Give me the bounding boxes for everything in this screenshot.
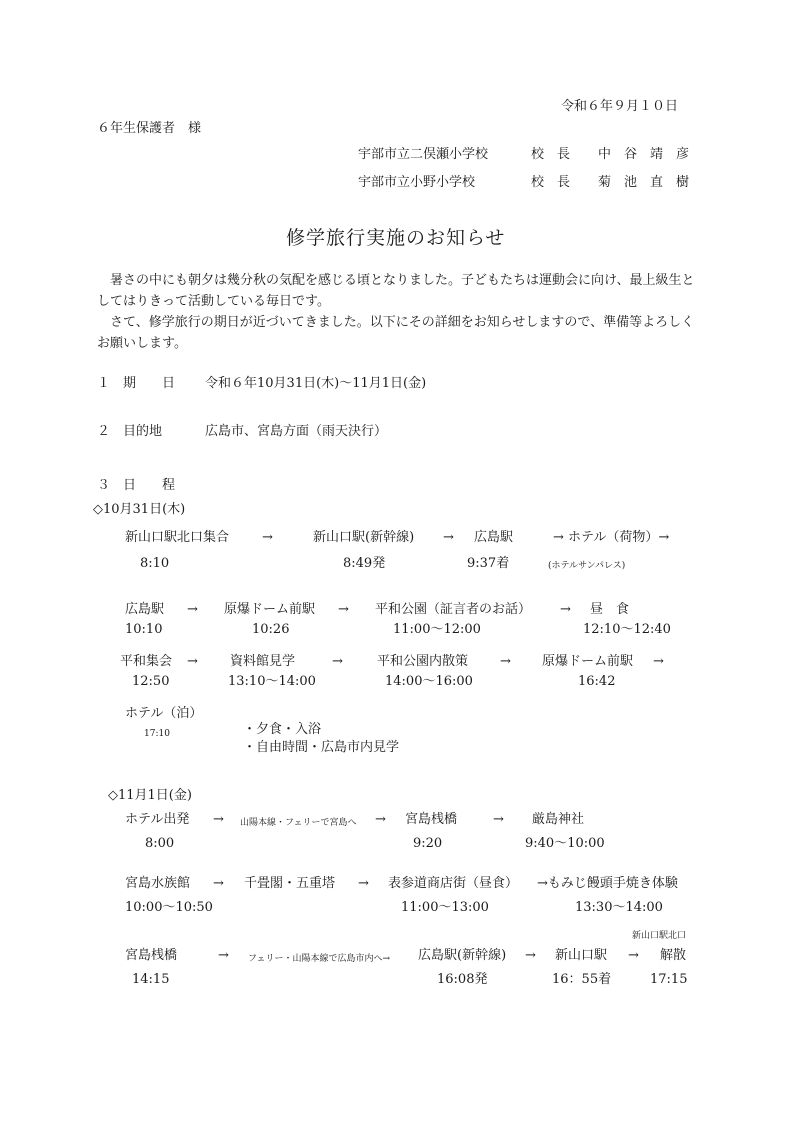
schedule-place: 解散 bbox=[660, 948, 687, 963]
transport-note: フェリー・山陽本線で広島市内へ→ bbox=[248, 954, 391, 964]
schedule-place: 平和集会 bbox=[120, 654, 173, 669]
schedule-time: 11:00～13:00 bbox=[401, 900, 489, 915]
schedule-time: 16：55着 bbox=[552, 972, 612, 987]
schedule-place: 昼 食 bbox=[590, 602, 630, 617]
arrow: → bbox=[187, 602, 198, 617]
sender-school-2: 宇部市立小野小学校 bbox=[358, 175, 476, 190]
schedule-place: 新山口駅北口集合 bbox=[125, 530, 230, 545]
period-label: １ 期 日 bbox=[97, 376, 176, 391]
arrow: → bbox=[218, 948, 229, 963]
sender-role-2: 校 長 bbox=[531, 175, 571, 190]
transport-note: 山陽本線・フェリーで宮島へ bbox=[240, 818, 357, 828]
schedule-place: → ホテル（荷物）→ bbox=[553, 530, 670, 545]
hotel-name-note: (ホテルサンパレス) bbox=[548, 561, 626, 571]
hotel-time: 17:10 bbox=[144, 729, 170, 739]
period-value: 令和６年10月31日(木)～11月1日(金) bbox=[205, 376, 427, 391]
schedule-place: 原爆ドーム前駅 bbox=[224, 602, 316, 617]
schedule-place: 資料館見学 bbox=[230, 654, 296, 669]
intro-paragraph-2: さて、修学旅行の期日が近づいてきました。以下にその詳細をお知らせしますので、準備等よろしくお願いします。 bbox=[97, 315, 695, 351]
arrow: → bbox=[500, 654, 511, 669]
schedule-time: 14:15 bbox=[132, 972, 170, 987]
schedule-time: 12:10～12:40 bbox=[583, 622, 671, 637]
arrow: → bbox=[332, 654, 343, 669]
schedule-place: 宮島水族館 bbox=[125, 876, 191, 891]
schedule-place: 平和公園（証言者のお話） bbox=[375, 602, 532, 617]
schedule-label: ３ 日 程 bbox=[97, 478, 176, 493]
sender-name-1: 中 谷 靖 彦 bbox=[598, 147, 690, 162]
schedule-time: 9:20 bbox=[413, 836, 443, 851]
sender-name-2: 菊 池 直 樹 bbox=[598, 175, 690, 190]
day1-heading: ◇10月31日(木) bbox=[93, 502, 186, 517]
schedule-place: 新山口駅 bbox=[555, 948, 608, 963]
schedule-place: 宮島桟橋 bbox=[405, 812, 458, 827]
sender-role-1: 校 長 bbox=[531, 147, 571, 162]
arrow: → bbox=[653, 654, 664, 669]
sender-school-1: 宇部市立二俣瀬小学校 bbox=[358, 147, 489, 162]
schedule-place: 表参道商店街（昼食） bbox=[388, 876, 519, 891]
schedule-place: 新山口駅(新幹線) bbox=[313, 530, 415, 545]
document-date: 令和６年９月１０日 bbox=[561, 99, 679, 114]
schedule-time: 11:00～12:00 bbox=[393, 622, 481, 637]
schedule-time: 13:30～14:00 bbox=[575, 900, 663, 915]
schedule-place: 宮島桟橋 bbox=[125, 948, 178, 963]
schedule-time: 10:00～10:50 bbox=[125, 900, 213, 915]
destination-label: ２ 目的地 bbox=[97, 424, 163, 439]
day2-heading: ◇11月1日(金) bbox=[108, 788, 192, 803]
arrow: → bbox=[560, 602, 571, 617]
meeting-point-note: 新山口駅北口 bbox=[632, 931, 687, 941]
schedule-time: 10:10 bbox=[125, 622, 163, 637]
hotel-label: ホテル（泊） bbox=[125, 706, 203, 721]
destination-value: 広島市、宮島方面（雨天決行） bbox=[205, 424, 388, 439]
schedule-place: 厳島神社 bbox=[532, 812, 585, 827]
schedule-time: 16:08発 bbox=[437, 972, 488, 987]
schedule-time: 8:49発 bbox=[343, 556, 386, 571]
schedule-time: 8:10 bbox=[140, 556, 170, 571]
schedule-time: 9:37着 bbox=[467, 556, 510, 571]
arrow: → bbox=[358, 876, 369, 891]
schedule-time: 10:26 bbox=[252, 622, 290, 637]
arrow: → bbox=[262, 530, 273, 545]
arrow: → bbox=[375, 812, 386, 827]
schedule-place: 広島駅 bbox=[474, 530, 514, 545]
schedule-time: 9:40～10:00 bbox=[525, 836, 605, 851]
schedule-place: 平和公園内散策 bbox=[377, 654, 469, 669]
hotel-activity: ・自由時間・広島市内見学 bbox=[243, 740, 400, 755]
schedule-time: 8:00 bbox=[145, 836, 175, 851]
page-title: 修学旅行実施のお知らせ bbox=[286, 227, 506, 249]
recipient: ６年生保護者 様 bbox=[97, 121, 202, 136]
arrow: → bbox=[443, 530, 454, 545]
schedule-time: 17:15 bbox=[650, 972, 688, 987]
schedule-time: 16:42 bbox=[578, 674, 616, 689]
arrow: → bbox=[213, 812, 224, 827]
schedule-time: 14:00～16:00 bbox=[385, 674, 473, 689]
schedule-time: 13:10～14:00 bbox=[228, 674, 316, 689]
arrow: → bbox=[338, 602, 349, 617]
schedule-place: 千畳閣・五重塔 bbox=[244, 876, 336, 891]
arrow: → bbox=[493, 812, 504, 827]
hotel-activity: ・夕食・入浴 bbox=[243, 722, 322, 737]
schedule-place: →もみじ饅頭手焼き体験 bbox=[537, 876, 678, 891]
schedule-place: 原爆ドーム前駅 bbox=[542, 654, 634, 669]
arrow: → bbox=[213, 876, 224, 891]
arrow: → bbox=[525, 948, 536, 963]
intro-paragraph-1: 暑さの中にも朝夕は幾分秋の気配を感じる頃となりました。子どもたちは運動会に向け、最上級生としてはりきって活動している毎日です。 bbox=[97, 273, 695, 309]
arrow: → bbox=[187, 654, 198, 669]
arrow: → bbox=[628, 948, 639, 963]
schedule-place: 広島駅 bbox=[125, 602, 165, 617]
schedule-time: 12:50 bbox=[132, 674, 170, 689]
schedule-place: 広島駅(新幹線) bbox=[418, 948, 507, 963]
schedule-place: ホテル出発 bbox=[125, 812, 190, 827]
